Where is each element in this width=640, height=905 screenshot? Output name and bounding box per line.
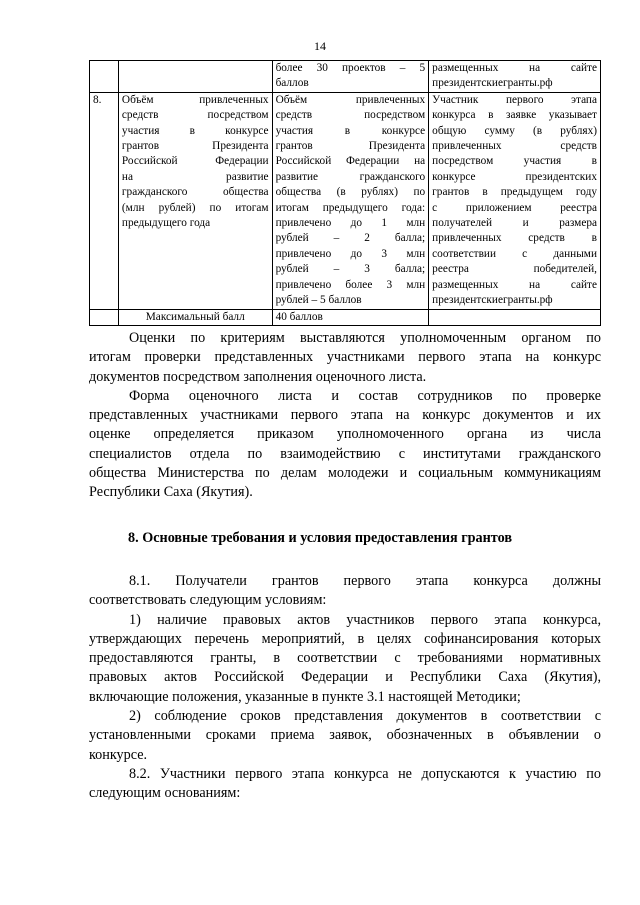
table-line: размещенных на сайте <box>432 62 597 74</box>
text-line: средств посредством <box>275 109 426 122</box>
paragraphs-after <box>89 572 601 804</box>
paragraph-line: включающие положения, указанные в пункте 3.1 настоящей Методики; <box>89 688 521 705</box>
text-line: рублей – 2 балла; <box>275 232 426 245</box>
table-line: президентскиегранты.рф <box>432 77 553 90</box>
text-line: рублей – 5 баллов <box>275 294 362 307</box>
table-line: баллов <box>275 77 309 90</box>
cell-number <box>90 61 119 93</box>
paragraph-line: утверждающих перечень мероприятий, в целях софинансирования которых <box>89 630 601 647</box>
text-line: реестра победителей, <box>432 263 597 276</box>
cell-criterion <box>118 61 272 93</box>
paragraph-line: предоставляются гранты, в соответствии с требованиями нормативных <box>89 650 601 667</box>
text-line: гражданского общества <box>121 186 269 199</box>
text-line: средств посредством <box>121 109 269 122</box>
paragraph <box>89 329 601 387</box>
paragraph-line: соответствовать следующим условиям: <box>89 592 327 609</box>
cell-verification <box>429 92 601 309</box>
max-score-label: Максимальный балл <box>118 309 272 325</box>
paragraph-line: 2) соблюдение сроков представления документов в соответствии с <box>129 708 601 725</box>
text-line: получателей и размера <box>432 217 597 230</box>
paragraph-line: Республики Саха (Якутия). <box>89 484 253 501</box>
table-row-continuation <box>90 61 601 93</box>
paragraph-line: следующим основаниям: <box>89 785 241 802</box>
cell-number: 8. <box>90 92 119 309</box>
text-line: (млн рублей) по итогам <box>121 201 269 214</box>
paragraph-line: специалистов отдела по взаимодействию с институтами гражданского <box>89 445 601 462</box>
text-line: рублей – 3 балла; <box>275 263 426 276</box>
cell-number <box>90 309 119 325</box>
table-line: более 30 проектов – 5 <box>275 62 426 74</box>
max-score-value: 40 баллов <box>272 309 429 325</box>
text-line: на развитие <box>121 170 269 183</box>
text-line: соответствии с данными <box>432 247 597 260</box>
paragraph-line: представленных участниками первого этапа на конкурс документов и их <box>89 407 601 424</box>
table-row-max <box>90 309 601 325</box>
paragraph <box>89 572 601 611</box>
text-line: Объём привлеченных <box>275 93 426 106</box>
text-line: привлеченных средств в <box>432 232 597 245</box>
paragraph <box>89 611 601 707</box>
text-line: итогам предыдущего года: <box>275 201 426 214</box>
paragraph-line: общества Министерства по делам молодежи и социальным коммуникациям <box>89 465 601 482</box>
paragraph-line: оценке определяется приказом уполномоченного органа из числа <box>89 426 601 443</box>
paragraph <box>89 765 601 804</box>
text-line: общую сумму (в рублях) <box>432 124 597 137</box>
paragraph-line: документов посредством заполнения оценочного листа. <box>89 368 427 385</box>
text-line: президентскиегранты.рф <box>432 294 553 307</box>
paragraph <box>89 707 601 765</box>
text-line: грантов Президента <box>121 140 269 153</box>
text-line: участия в конкурсе <box>121 124 269 137</box>
text-line: привлечено более 3 млн <box>275 278 426 291</box>
text-line: привлечено до 3 млн <box>275 247 426 260</box>
paragraph-line: 8.2. Участники первого этапа конкурса не допускаются к участию по <box>129 765 601 782</box>
text-line: общества (в рублях) по <box>275 186 426 199</box>
paragraph <box>89 387 601 503</box>
cell-scoring <box>272 61 429 93</box>
cell-criterion <box>118 92 272 309</box>
paragraph-line: Оценки по критериям выставляются уполномоченным органом по <box>129 330 601 346</box>
paragraph-line: 1) наличие правовых актов участников первого этапа конкурса, <box>129 611 601 628</box>
paragraph-line: 8.1. Получатели грантов первого этапа конкурса должны <box>129 573 601 589</box>
cell-verification <box>429 309 601 325</box>
text-line: конкурса в заявке указывает <box>432 109 597 122</box>
text-line: привлечено до 1 млн <box>275 217 426 230</box>
text-line: посредством участия в <box>432 155 597 168</box>
paragraph-line: конкурсе. <box>89 746 148 763</box>
text-line: участия в конкурсе <box>275 124 426 137</box>
page-number: 14 <box>314 39 326 53</box>
criteria-table <box>89 60 601 326</box>
text-line: привлеченных средств <box>432 140 597 153</box>
text-line: с приложением реестра <box>432 201 597 214</box>
text-line: предыдущего года <box>121 217 211 230</box>
text-line: Участник первого этапа <box>432 93 597 106</box>
text-line: развитие гражданского <box>275 170 426 183</box>
paragraphs-before <box>89 329 601 503</box>
text-line: конкурсе президентских <box>432 170 597 183</box>
cell-scoring <box>272 92 429 309</box>
table-row-8 <box>90 92 601 309</box>
paragraph-line: итогам проверки представленных участниками первого этапа на конкурс <box>89 349 601 366</box>
section-heading: 8. Основные требования и условия предоставления грантов <box>128 530 512 546</box>
text-line: грантов Президента <box>275 140 426 153</box>
paragraph-line: установленными сроками приема заявок, обозначенных в объявлении о <box>89 727 601 744</box>
cell-verification <box>429 61 601 93</box>
text-line: размещенных на сайте <box>432 278 597 291</box>
text-line: Объём привлеченных <box>121 93 269 106</box>
paragraph-line: Форма оценочного листа и состав сотрудников по проверке <box>129 387 601 404</box>
text-line: Российской Федерации <box>121 155 269 168</box>
text-line: грантов в предыдущем году <box>432 186 597 199</box>
text-line: Российской Федерации на <box>275 155 426 168</box>
paragraph-line: правовых актов Российской Федерации и Республики Саха (Якутия), <box>89 669 601 686</box>
